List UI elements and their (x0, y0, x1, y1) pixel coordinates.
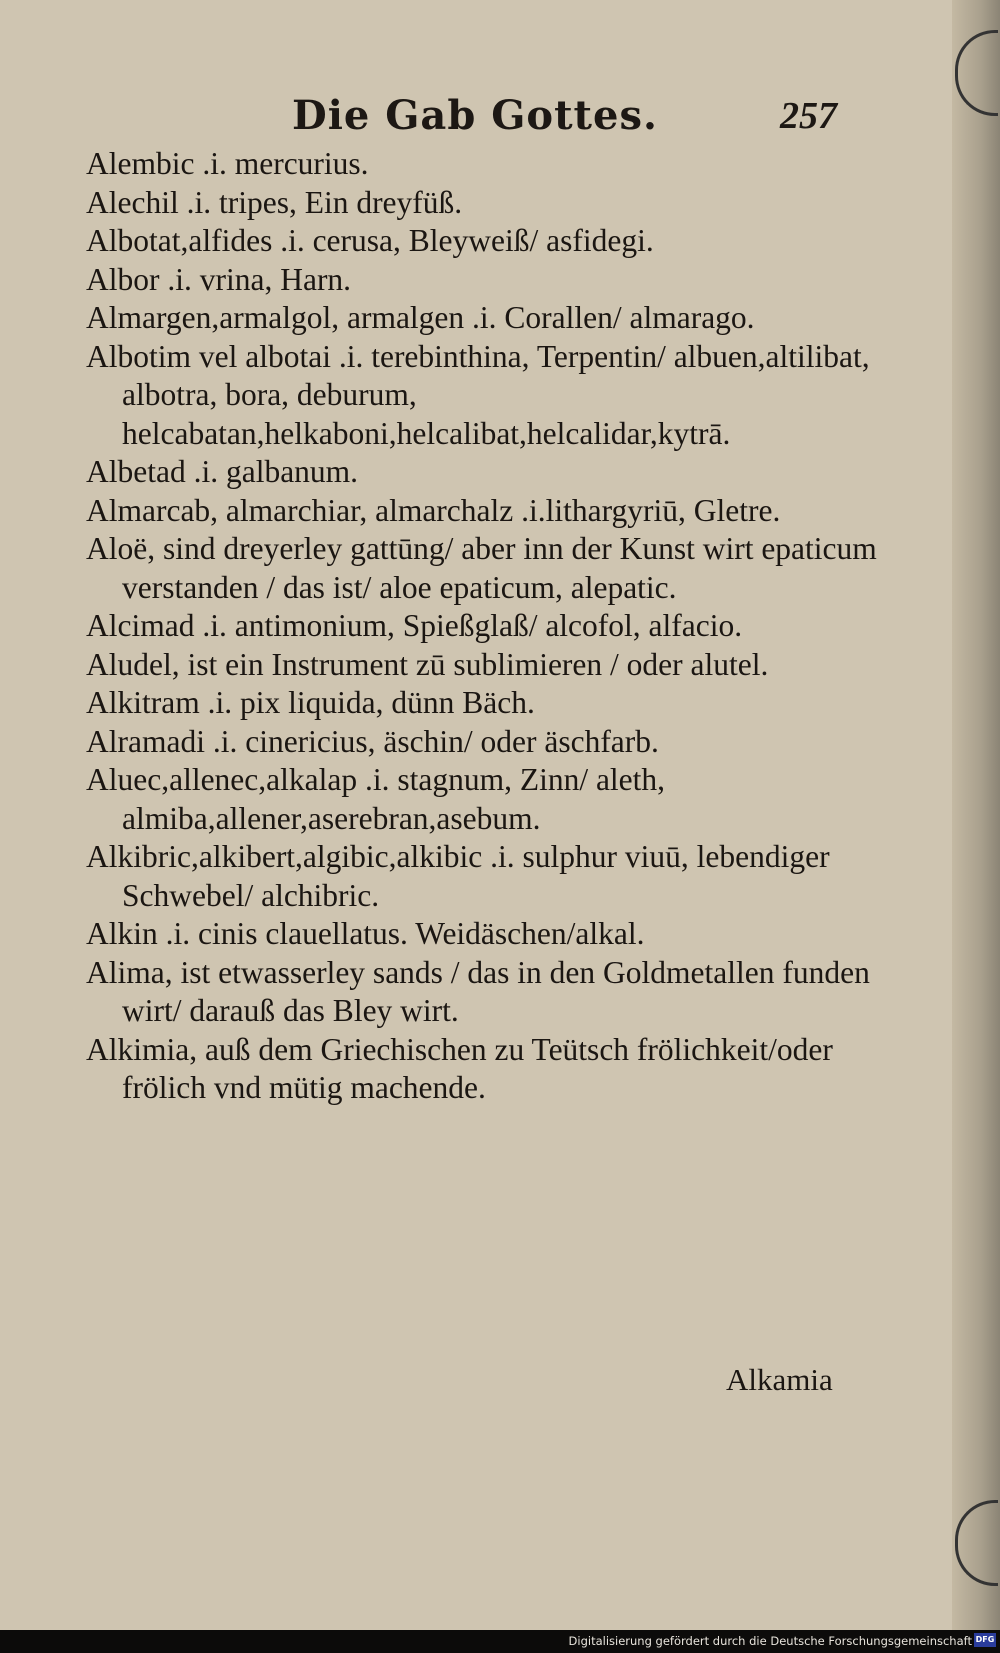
page-header (0, 92, 968, 142)
glossary-entry: Alkimia, auß dem Griechischen zu Teütsch frölichkeit/oder frölich vnd mütig machende. (86, 1031, 833, 1105)
glossary-entry: Albor .i. vrina, Harn. (86, 261, 352, 297)
glossary-entry: Albotat,alfides .i. cerusa, Bleyweiß/ asfidegi. (86, 223, 654, 258)
running-title: Die Gab Gottes. (292, 92, 658, 139)
glossary-text (86, 145, 886, 1108)
glossary-entry: Alramadi .i. cinericius, äschin/ oder äschfarb. (86, 723, 659, 759)
glossary-entry: Almarcab, almarchiar, almarchalz .i.lithargyriū, Gletre. (86, 492, 781, 528)
glossary-entry: Alima, ist etwasserley sands / das in den Goldmetallen funden wirt/ darauß das Bley wirt. (86, 954, 870, 1028)
glossary-entry: Alembic .i. mercurius. (86, 146, 369, 181)
book-clamp-top (955, 30, 998, 116)
glossary-entry: Alcimad .i. antimonium, Spießglaß/ alcofol, alfacio. (86, 608, 743, 643)
page-edge (952, 0, 1000, 1630)
glossary-entry: Aloë, sind dreyerley gattūng/ aber inn der Kunst wirt epaticum verstanden / das ist/ aloe epaticum, alepatic. (86, 531, 877, 605)
digitization-credit: Digitalisierung gefördert durch die Deutsche Forschungsgemeinschaft (568, 1634, 972, 1648)
glossary-entry: Aluec,allenec,alkalap .i. stagnum, Zinn/ aleth, almiba,allener,aserebran,asebum. (86, 762, 666, 836)
glossary-entry: Almargen,armalgol, armalgen .i. Corallen/ almarago. (86, 300, 755, 335)
catchword: Alkamia (726, 1362, 833, 1397)
glossary-entry: Alechil .i. tripes, Ein dreyfüß. (86, 184, 463, 220)
glossary-entry: Alkin .i. cinis clauellatus. Weidäschen/alkal. (86, 916, 645, 951)
glossary-entry: Alkibric,alkibert,algibic,alkibic .i. sulphur viuū, lebendiger Schwebel/ alchibric. (86, 839, 830, 913)
page-number: 257 (780, 95, 837, 137)
book-clamp-bottom (955, 1500, 998, 1586)
glossary-entry: Albotim vel albotai .i. terebinthina, Terpentin/ albuen,altilibat, albotra, bora, deburum, helcabatan,helkaboni,helcalibat,helcalidar,kytrā. (86, 338, 870, 451)
scan-footer (0, 1630, 1000, 1653)
glossary-entry: Aludel, ist ein Instrument zū sublimieren / oder alutel. (86, 646, 769, 682)
dfg-logo: DFG (974, 1633, 996, 1647)
glossary-entry: Albetad .i. galbanum. (86, 454, 359, 489)
glossary-entry: Alkitram .i. pix liquida, dünn Bäch. (86, 685, 535, 720)
